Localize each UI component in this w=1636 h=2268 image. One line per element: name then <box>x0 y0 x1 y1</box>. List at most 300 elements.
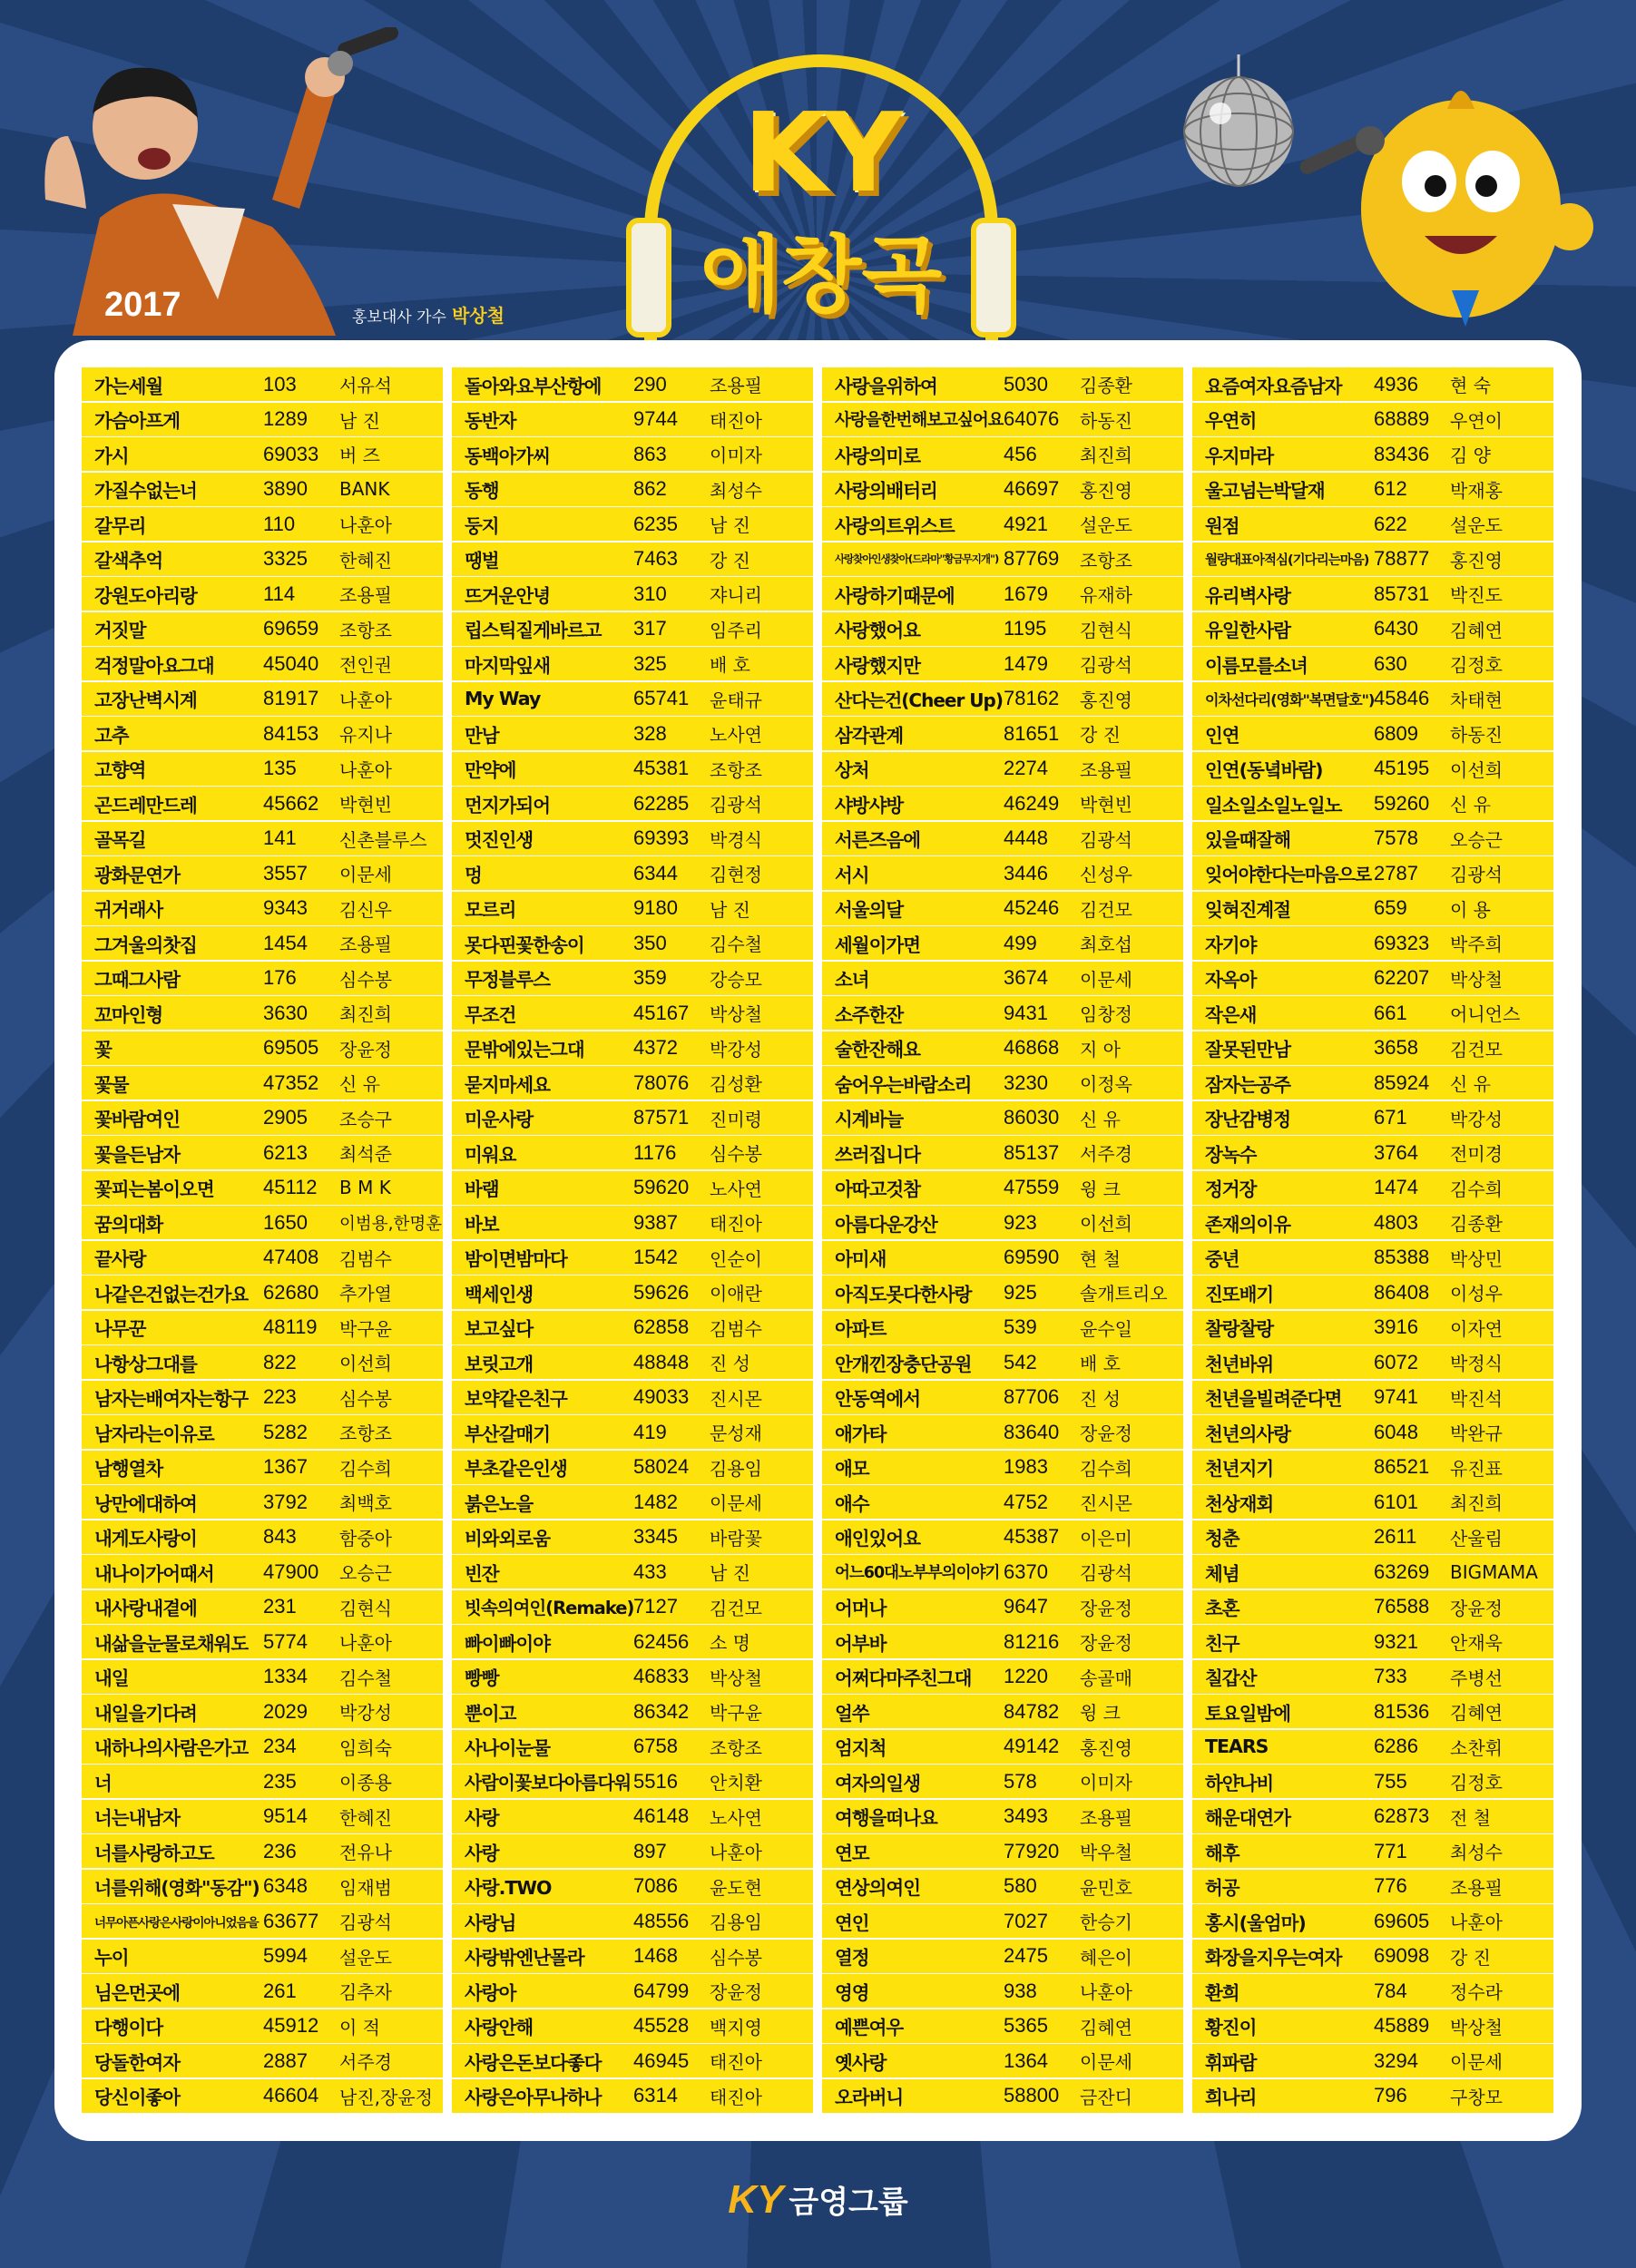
footer-company-name: 금영그룹 <box>789 2185 908 2221</box>
song-row <box>1192 1940 1553 1973</box>
song-title: 중년 <box>1205 1248 1239 1270</box>
song-number: 925 <box>1004 1280 1037 1304</box>
song-row <box>1192 1555 1553 1589</box>
song-artist: 김수철 <box>710 934 762 955</box>
song-number: 45246 <box>1004 896 1060 919</box>
song-row <box>452 1974 813 2008</box>
song-number: 499 <box>1004 931 1037 954</box>
song-row <box>452 752 813 786</box>
song-artist: 혜은이 <box>1080 1946 1132 1969</box>
song-artist: 문성재 <box>710 1422 762 1444</box>
song-row <box>452 507 813 541</box>
song-title: 내일을기다려 <box>94 1702 197 1725</box>
song-row <box>82 1171 443 1205</box>
song-title: 내하나의사람은가고 <box>94 1737 249 1759</box>
song-row <box>452 787 813 820</box>
song-artist: 박구윤 <box>710 1702 762 1724</box>
song-row <box>1192 1101 1553 1135</box>
song-title: 사랑은아무나하나 <box>465 2087 602 2108</box>
song-title: 너무아픈사랑은사랑이아니었음을 <box>94 1915 259 1931</box>
song-title: 낭만에대하여 <box>94 1492 197 1515</box>
song-number: 539 <box>1004 1315 1037 1338</box>
song-title: 사랑의트위스트 <box>835 514 955 537</box>
song-artist: 임창정 <box>1080 1003 1132 1025</box>
song-artist: 김추자 <box>339 1981 392 2003</box>
song-title: 부산갈매기 <box>465 1422 551 1445</box>
song-title: 천년바위 <box>1205 1353 1274 1375</box>
song-title: 보릿고개 <box>465 1353 534 1375</box>
song-row <box>82 2079 443 2113</box>
song-number: 3230 <box>1004 1070 1048 1094</box>
song-title: 무조건 <box>465 1003 516 1026</box>
song-artist: 안치환 <box>710 1772 762 1794</box>
song-title: 우연히 <box>1205 410 1257 432</box>
song-artist: 지 아 <box>1080 1038 1121 1061</box>
song-number: 9741 <box>1374 1385 1418 1408</box>
song-title: 내게도사랑이 <box>94 1528 197 1549</box>
song-number: 62207 <box>1374 966 1430 989</box>
song-row <box>452 403 813 436</box>
song-title: 가슴아프게 <box>94 410 181 432</box>
song-title: 열정 <box>835 1947 869 1969</box>
song-title: 갈무리 <box>94 514 146 537</box>
song-number: 114 <box>263 582 296 605</box>
song-number: 81651 <box>1004 721 1060 745</box>
song-column <box>822 367 1183 2114</box>
song-title: 찰랑찰랑 <box>1205 1318 1274 1340</box>
song-artist: 이은미 <box>1080 1527 1132 1549</box>
song-row <box>82 1485 443 1519</box>
song-number: 433 <box>633 1559 667 1583</box>
song-row <box>452 1171 813 1205</box>
song-row <box>1192 403 1553 436</box>
song-number: 87571 <box>633 1106 690 1129</box>
song-row <box>1192 2079 1553 2113</box>
song-row <box>82 1136 443 1169</box>
song-title: 어부바 <box>835 1632 887 1655</box>
song-title: 꽃을든남자 <box>94 1143 181 1166</box>
song-number: 6348 <box>263 1874 308 1897</box>
song-title: 그때그사람 <box>94 969 181 991</box>
song-row <box>822 1241 1183 1275</box>
song-row <box>82 1415 443 1449</box>
song-title: 여행을떠나요 <box>835 1807 937 1829</box>
song-row <box>822 1555 1183 1589</box>
song-row <box>1192 926 1553 960</box>
song-artist: 쟈니리 <box>710 584 762 606</box>
song-title: 요즘여자요즘남자 <box>1205 375 1342 397</box>
song-artist: 윙 크 <box>1080 1178 1121 1200</box>
song-title: 사랑을위하여 <box>835 375 937 397</box>
song-title: 꿈의대화 <box>94 1213 163 1236</box>
song-artist: 조항조 <box>339 1422 392 1444</box>
song-number: 45889 <box>1374 2014 1430 2037</box>
song-artist: 백지영 <box>710 2016 762 2038</box>
song-artist: 솔개트리오 <box>1080 1283 1168 1305</box>
song-title: 립스틱짙게바르고 <box>465 620 602 641</box>
song-artist: 김혜연 <box>1450 1702 1503 1724</box>
song-number: 2787 <box>1374 861 1418 885</box>
song-artist: 태진아 <box>710 409 762 432</box>
song-row <box>452 1101 813 1135</box>
song-title: 내나이가어때서 <box>94 1562 214 1585</box>
song-artist: 배 호 <box>710 654 750 676</box>
song-row <box>82 1974 443 2008</box>
song-artist: 심수봉 <box>710 1143 762 1165</box>
song-title: 꽃물 <box>94 1073 129 1096</box>
song-artist: 유재하 <box>1080 584 1132 606</box>
song-number: 6286 <box>1374 1735 1418 1757</box>
year-label: 2017 <box>104 286 181 324</box>
song-number: 78076 <box>633 1070 690 1094</box>
song-title: 술한잔해요 <box>835 1039 921 1061</box>
song-number: 6344 <box>633 861 678 885</box>
song-row <box>82 856 443 890</box>
song-title: 거짓말 <box>94 620 146 641</box>
song-title: 시계바늘 <box>835 1109 904 1130</box>
song-row <box>82 1066 443 1100</box>
song-title: 천상재회 <box>1205 1492 1274 1515</box>
song-row <box>1192 1800 1553 1833</box>
song-number: 1289 <box>263 407 308 430</box>
song-number: 46833 <box>633 1665 690 1687</box>
song-row <box>1192 507 1553 541</box>
song-number: 81917 <box>263 687 319 709</box>
song-row <box>82 1590 443 1624</box>
song-artist: 이문세 <box>1080 968 1132 991</box>
song-artist: 전미경 <box>1450 1143 1503 1165</box>
song-title: 천년의사랑 <box>1205 1422 1291 1445</box>
song-artist: 오승근 <box>1450 828 1503 851</box>
song-artist: 금잔디 <box>1080 2086 1132 2108</box>
song-artist: 김현정 <box>710 864 762 885</box>
song-title: 사랑하기때문에 <box>835 584 955 607</box>
song-number: 48556 <box>633 1909 690 1932</box>
song-row <box>452 1066 813 1100</box>
song-number: 3325 <box>263 547 308 570</box>
song-title: 희나리 <box>1205 2087 1257 2108</box>
song-artist: 설운도 <box>339 1946 392 1969</box>
song-number: 661 <box>1374 1001 1407 1024</box>
song-number: 2905 <box>263 1106 308 1129</box>
song-artist: 최백호 <box>339 1492 392 1514</box>
song-number: 47900 <box>263 1559 319 1583</box>
song-artist: 임재범 <box>339 1876 392 1899</box>
song-title: 일소일소일노일노 <box>1205 794 1342 816</box>
song-artist: 신촌블루스 <box>339 828 427 851</box>
song-title: 빈잔 <box>465 1562 499 1585</box>
song-title: 마지막잎새 <box>465 654 551 677</box>
song-artist: 심수봉 <box>339 1387 392 1410</box>
song-row <box>822 2044 1183 2077</box>
song-row <box>822 1904 1183 1938</box>
song-artist: 윤도현 <box>710 1876 762 1899</box>
song-number: 359 <box>633 966 667 989</box>
song-title: 울고넘는박달재 <box>1205 480 1325 502</box>
song-artist: 조용필 <box>1080 758 1132 781</box>
song-title: 애인있어요 <box>835 1528 921 1549</box>
song-title: 보약같은친구 <box>465 1388 567 1410</box>
song-number: 542 <box>1004 1350 1037 1374</box>
song-number: 6809 <box>1374 721 1418 745</box>
song-number: 86408 <box>1374 1280 1430 1304</box>
song-number: 3916 <box>1374 1315 1418 1338</box>
song-row <box>1192 473 1553 506</box>
song-number: 9321 <box>1374 1629 1418 1653</box>
song-title: 돌아와요부산항에 <box>465 375 602 397</box>
song-row <box>822 1031 1183 1065</box>
song-title: 가질수없는너 <box>94 480 197 502</box>
song-artist: 어니언스 <box>1450 1003 1521 1025</box>
song-artist: 이선희 <box>1080 1213 1132 1235</box>
song-artist: 주병선 <box>1450 1667 1503 1689</box>
song-number: 310 <box>633 582 667 605</box>
song-artist: 진 성 <box>710 1353 750 1374</box>
song-row <box>1192 1451 1553 1484</box>
song-number: 755 <box>1374 1769 1407 1793</box>
song-title: 청춘 <box>1205 1528 1239 1549</box>
song-number: 4936 <box>1374 372 1418 396</box>
song-number: 4921 <box>1004 512 1048 535</box>
song-artist: 현 철 <box>1080 1247 1121 1270</box>
song-row <box>822 367 1183 401</box>
song-row <box>452 892 813 925</box>
song-number: 784 <box>1374 1979 1407 2002</box>
song-row <box>1192 1660 1553 1694</box>
song-number: 923 <box>1004 1210 1037 1234</box>
song-artist: 박진도 <box>1450 584 1503 606</box>
song-artist: 이 적 <box>339 2016 380 2038</box>
song-number: 776 <box>1374 1874 1407 1897</box>
song-title: 광화문연가 <box>94 864 181 886</box>
song-artist: 홍진영 <box>1080 689 1132 711</box>
song-row <box>822 403 1183 436</box>
song-title: 애모 <box>835 1458 869 1480</box>
song-row <box>1192 1381 1553 1414</box>
song-title: 유리벽사랑 <box>1205 584 1291 607</box>
song-artist: 함중아 <box>339 1527 392 1549</box>
song-number: 85924 <box>1374 1070 1430 1094</box>
song-number: 47559 <box>1004 1176 1060 1198</box>
song-title: 사랑.TWO <box>465 1877 552 1899</box>
song-row <box>1192 1485 1553 1519</box>
song-title: 미운사랑 <box>465 1109 534 1130</box>
song-title: 꼬마인형 <box>94 1003 163 1026</box>
song-artist: 이문세 <box>339 864 392 885</box>
song-artist: 장윤정 <box>1080 1422 1132 1444</box>
song-title: 환희 <box>1205 1981 1239 2004</box>
song-number: 46868 <box>1004 1036 1060 1059</box>
song-row <box>82 892 443 925</box>
song-number: 45167 <box>633 1001 690 1024</box>
song-row <box>822 1381 1183 1414</box>
song-row <box>82 543 443 576</box>
song-number: 58024 <box>633 1455 690 1478</box>
song-artist: 박강성 <box>1450 1108 1503 1130</box>
song-row <box>82 1870 443 1903</box>
song-artist: 김광석 <box>710 794 762 816</box>
song-row <box>1192 543 1553 576</box>
song-number: 58800 <box>1004 2084 1060 2107</box>
song-artist: 김종환 <box>1450 1213 1503 1235</box>
song-row <box>82 1625 443 1658</box>
song-title: 어쩌다마주친그대 <box>835 1667 972 1689</box>
song-number: 3764 <box>1374 1140 1418 1164</box>
song-artist: 박완규 <box>1450 1422 1503 1444</box>
singer-illustration <box>36 27 399 336</box>
song-title: 백세인생 <box>465 1283 534 1305</box>
song-title: 애가타 <box>835 1422 887 1445</box>
song-title: 삼각관계 <box>835 724 904 747</box>
song-title: 소녀 <box>835 969 869 991</box>
song-row <box>822 682 1183 716</box>
song-title: 해운대연가 <box>1205 1807 1291 1829</box>
song-artist: 김현식 <box>1080 619 1132 641</box>
song-row <box>452 856 813 890</box>
song-artist: 신 유 <box>1080 1108 1121 1130</box>
song-artist: 나훈아 <box>1080 1981 1132 2003</box>
song-number: 85137 <box>1004 1140 1060 1164</box>
song-number: 83640 <box>1004 1420 1060 1443</box>
song-row <box>1192 1974 1553 2008</box>
song-artist: 버 즈 <box>339 445 380 466</box>
song-title: TEARS <box>1205 1735 1269 1757</box>
song-number: 4803 <box>1374 1210 1418 1234</box>
song-row <box>452 612 813 646</box>
song-artist: 김광석 <box>1450 864 1503 885</box>
song-artist: 강승모 <box>710 968 762 991</box>
song-row <box>82 926 443 960</box>
song-number: 69033 <box>263 442 319 465</box>
song-title: 칠갑산 <box>1205 1667 1257 1689</box>
song-title: 아파트 <box>835 1318 887 1340</box>
song-artist: 김건모 <box>1080 898 1132 921</box>
song-title: 다행이다 <box>94 2017 163 2038</box>
ambassador-credit <box>352 301 505 327</box>
song-row <box>822 892 1183 925</box>
song-artist: 김수희 <box>339 1457 392 1480</box>
song-artist: 심수봉 <box>710 1946 762 1969</box>
song-row <box>452 1241 813 1275</box>
song-number: 290 <box>633 372 667 396</box>
song-row <box>822 1451 1183 1484</box>
song-row <box>452 543 813 576</box>
song-number: 1334 <box>263 1665 308 1687</box>
song-title: 어머나 <box>835 1598 887 1619</box>
song-row <box>82 787 443 820</box>
song-number: 622 <box>1374 512 1407 535</box>
song-number: 86030 <box>1004 1106 1060 1129</box>
song-title: 사랑 <box>465 1842 499 1864</box>
song-row <box>82 962 443 995</box>
song-artist: 나훈아 <box>339 514 392 536</box>
song-number: 6314 <box>633 2084 678 2107</box>
song-row <box>452 1870 813 1903</box>
song-row <box>452 1451 813 1484</box>
song-artist: 윤민호 <box>1080 1876 1132 1899</box>
song-artist: 박경식 <box>710 828 762 851</box>
song-number: 45381 <box>633 757 690 779</box>
song-artist: 김혜연 <box>1450 619 1503 641</box>
song-artist: 나훈아 <box>339 758 392 781</box>
song-title: 당신이좋아 <box>94 2087 181 2108</box>
song-number: 231 <box>263 1595 297 1618</box>
song-title: 동행 <box>465 480 499 502</box>
song-title: 장난감병정 <box>1205 1109 1291 1130</box>
song-number: 580 <box>1004 1874 1037 1897</box>
song-title: 잘못된만남 <box>1205 1039 1291 1061</box>
song-artist: 박현빈 <box>339 794 392 816</box>
song-row <box>822 2079 1183 2113</box>
song-number: 5282 <box>263 1420 308 1443</box>
song-artist: 조용필 <box>1080 1806 1132 1829</box>
song-row <box>822 1625 1183 1658</box>
song-title: 화장을지우는여자 <box>1205 1947 1342 1969</box>
song-row <box>452 1520 813 1554</box>
song-artist: 박정식 <box>1450 1353 1503 1374</box>
song-number: 862 <box>633 477 667 500</box>
song-title: 너를사랑하고도 <box>94 1842 214 1864</box>
song-row <box>1192 1031 1553 1065</box>
song-artist: 윙 크 <box>1080 1702 1121 1724</box>
song-artist: 윤수일 <box>1080 1317 1132 1340</box>
song-title: 바램 <box>465 1178 499 1200</box>
song-row <box>1192 1136 1553 1169</box>
song-number: 69323 <box>1374 931 1430 954</box>
song-title: 내일 <box>94 1667 129 1689</box>
song-title: 원점 <box>1205 514 1239 537</box>
song-row <box>822 577 1183 611</box>
song-row <box>1192 2009 1553 2043</box>
song-artist: 홍진영 <box>1080 479 1132 502</box>
song-title: 미워요 <box>465 1143 516 1166</box>
song-artist: 박우철 <box>1080 1842 1132 1863</box>
song-artist: 조용필 <box>339 584 392 606</box>
song-title: 사랑아 <box>465 1981 516 2004</box>
song-title: 사랑안해 <box>465 2017 534 2038</box>
song-list-panel <box>54 340 1582 2141</box>
song-title: 멍 <box>465 864 482 886</box>
song-artist: 조용필 <box>339 934 392 955</box>
song-artist: 남진,장윤정 <box>339 2086 433 2108</box>
song-row <box>82 403 443 436</box>
song-number: 3557 <box>263 861 308 885</box>
song-title: 빠이빠이야 <box>465 1632 551 1655</box>
song-title: 자기야 <box>1205 934 1257 956</box>
song-row <box>452 717 813 750</box>
song-number: 9343 <box>263 896 308 919</box>
song-title: 하얀나비 <box>1205 1772 1274 1794</box>
song-number: 49033 <box>633 1385 690 1408</box>
song-row <box>452 962 813 995</box>
song-title: 이차선다리(영화"복면달호") <box>1205 690 1374 709</box>
song-number: 4752 <box>1004 1490 1048 1513</box>
song-artist: 최석준 <box>339 1143 392 1165</box>
song-title: 인연(동녘바람) <box>1205 759 1323 781</box>
song-title: 모르리 <box>465 899 516 921</box>
song-row <box>822 996 1183 1030</box>
song-number: 63677 <box>263 1909 319 1932</box>
song-grid <box>82 367 1554 2114</box>
song-title: 보고싶다 <box>465 1318 534 1340</box>
song-artist: 신 유 <box>1450 1073 1491 1095</box>
song-artist: BIGMAMA <box>1450 1560 1538 1583</box>
song-title: 연상의여인 <box>835 1877 921 1899</box>
song-title: 휘파람 <box>1205 2051 1257 2074</box>
song-number: 235 <box>263 1769 297 1793</box>
song-title: 오라버니 <box>835 2087 904 2108</box>
song-artist: 진시몬 <box>710 1387 762 1410</box>
